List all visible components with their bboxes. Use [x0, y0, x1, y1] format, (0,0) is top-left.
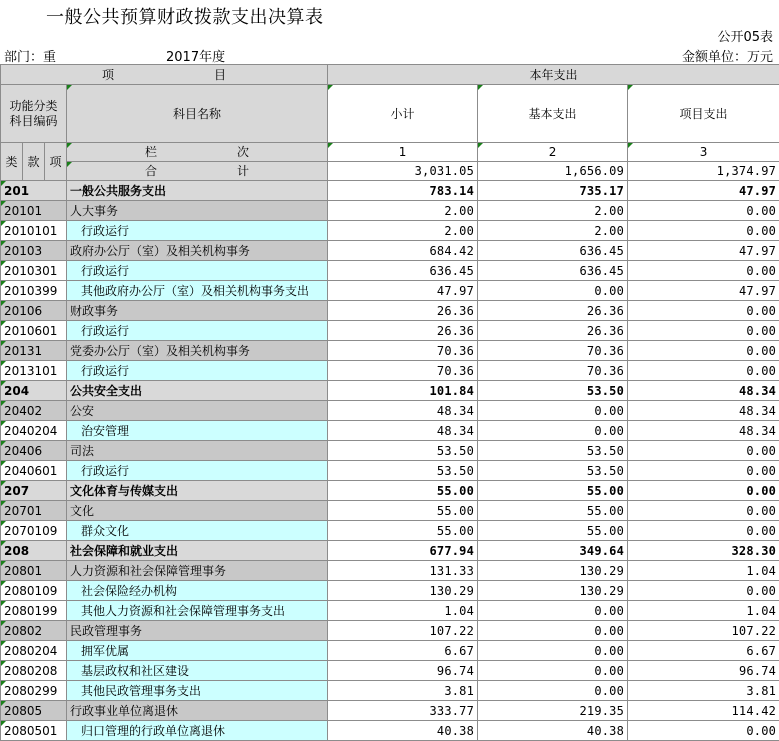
subject-name: 基层政权和社区建设 [67, 661, 328, 681]
subtotal-value: 130.29 [328, 581, 478, 601]
table-row [1, 421, 779, 441]
table-row [1, 361, 779, 381]
basic-value: 636.45 [478, 261, 628, 281]
subject-name: 行政运行 [67, 321, 328, 341]
subject-code: 20103 [1, 241, 67, 261]
table-row [1, 441, 779, 461]
basic-value: 0.00 [478, 601, 628, 621]
basic-value: 219.35 [478, 701, 628, 721]
table-row [1, 341, 779, 361]
basic-value: 53.50 [478, 441, 628, 461]
basic-value: 735.17 [478, 181, 628, 201]
ci-label: 次 [237, 145, 250, 159]
subject-name: 政府办公厅（室）及相关机构事务 [67, 241, 328, 261]
project-value: 96.74 [628, 661, 779, 681]
project-value: 0.00 [628, 721, 779, 741]
basic-value: 70.36 [478, 341, 628, 361]
project-value: 0.00 [628, 481, 779, 501]
column-2-index: 2 [478, 143, 628, 162]
function-code-header [1, 85, 67, 143]
subtotal-value: 26.36 [328, 301, 478, 321]
report-title: 一般公共预算财政拨款支出决算表 [46, 7, 324, 28]
table-row [1, 481, 779, 501]
project-value: 0.00 [628, 501, 779, 521]
form-number: 公开05表 [717, 30, 773, 45]
subject-code: 2010601 [1, 321, 67, 341]
subject-code: 2080208 [1, 661, 67, 681]
project-expense-header: 项目支出 [628, 85, 779, 143]
basic-value: 26.36 [478, 321, 628, 341]
department-label: 部门：重 [4, 50, 57, 65]
project-value: 0.00 [628, 441, 779, 461]
project-value: 3.81 [628, 681, 779, 701]
subject-code: 2040601 [1, 461, 67, 481]
ji-label: 计 [237, 164, 250, 178]
project-value: 6.67 [628, 641, 779, 661]
annual-expense-header: 本年支出 [328, 65, 779, 85]
subtotal-value: 48.34 [328, 401, 478, 421]
subject-name: 拥军优属 [67, 641, 328, 661]
table-row [1, 301, 779, 321]
table-row [1, 521, 779, 541]
xiang-header: 项 [45, 143, 67, 181]
subject-name: 行政事业单位离退休 [67, 701, 328, 721]
subtotal-value: 70.36 [328, 361, 478, 381]
subject-name: 其他人力资源和社会保障管理事务支出 [67, 601, 328, 621]
table-row [1, 221, 779, 241]
subject-name: 行政运行 [67, 461, 328, 481]
table-row [1, 381, 779, 401]
table-row [1, 661, 779, 681]
column-1-index: 1 [328, 143, 478, 162]
subtotal-value: 55.00 [328, 521, 478, 541]
basic-value: 26.36 [478, 301, 628, 321]
subject-name: 治安管理 [67, 421, 328, 441]
lei-header: 类 [1, 143, 23, 181]
subject-name: 人大事务 [67, 201, 328, 221]
total-basic: 1,656.09 [478, 162, 628, 181]
subtotal-header: 小计 [328, 85, 478, 143]
subtotal-value: 101.84 [328, 381, 478, 401]
subtotal-value: 6.67 [328, 641, 478, 661]
basic-expense-header: 基本支出 [478, 85, 628, 143]
basic-value: 0.00 [478, 661, 628, 681]
column-index-label [67, 143, 328, 162]
subject-name-header: 科目名称 [67, 85, 328, 143]
subtotal-value: 53.50 [328, 461, 478, 481]
basic-value: 636.45 [478, 241, 628, 261]
project-value: 48.34 [628, 421, 779, 441]
subject-code: 208 [1, 541, 67, 561]
item-header-a: 项 [102, 67, 115, 82]
table-row [1, 621, 779, 641]
subject-code: 2080204 [1, 641, 67, 661]
total-subtotal: 3,031.05 [328, 162, 478, 181]
basic-value: 0.00 [478, 621, 628, 641]
basic-value: 130.29 [478, 581, 628, 601]
project-value: 107.22 [628, 621, 779, 641]
expenditure-table [0, 64, 779, 741]
subtotal-value: 2.00 [328, 221, 478, 241]
subject-code: 2010399 [1, 281, 67, 301]
table-row [1, 681, 779, 701]
subject-name: 财政事务 [67, 301, 328, 321]
table-row [1, 241, 779, 261]
project-value: 47.97 [628, 281, 779, 301]
basic-value: 2.00 [478, 201, 628, 221]
table-row [1, 721, 779, 741]
subject-code: 207 [1, 481, 67, 501]
table-row [1, 601, 779, 621]
subtotal-value: 55.00 [328, 501, 478, 521]
subtotal-value: 48.34 [328, 421, 478, 441]
basic-value: 53.50 [478, 461, 628, 481]
basic-value: 0.00 [478, 681, 628, 701]
basic-value: 130.29 [478, 561, 628, 581]
table-row [1, 181, 779, 201]
subtotal-value: 26.36 [328, 321, 478, 341]
subject-code: 2070109 [1, 521, 67, 541]
project-value: 114.42 [628, 701, 779, 721]
subject-name: 群众文化 [67, 521, 328, 541]
subject-code: 20802 [1, 621, 67, 641]
basic-value: 55.00 [478, 501, 628, 521]
item-header-b: 目 [214, 67, 227, 82]
lan-label: 栏 [145, 145, 158, 159]
subject-name: 归口管理的行政单位离退休 [67, 721, 328, 741]
project-value: 0.00 [628, 261, 779, 281]
subtotal-value: 783.14 [328, 181, 478, 201]
project-value: 48.34 [628, 401, 779, 421]
project-value: 328.30 [628, 541, 779, 561]
basic-value: 53.50 [478, 381, 628, 401]
subject-name: 司法 [67, 441, 328, 461]
subject-name: 行政运行 [67, 221, 328, 241]
subtotal-value: 2.00 [328, 201, 478, 221]
subtotal-value: 47.97 [328, 281, 478, 301]
project-value: 48.34 [628, 381, 779, 401]
subject-code: 2080501 [1, 721, 67, 741]
subject-name: 人力资源和社会保障管理事务 [67, 561, 328, 581]
subject-name: 公共安全支出 [67, 381, 328, 401]
table-row [1, 541, 779, 561]
project-value: 47.97 [628, 241, 779, 261]
subject-name: 文化体育与传媒支出 [67, 481, 328, 501]
subject-code: 20805 [1, 701, 67, 721]
subject-name: 党委办公厅（室）及相关机构事务 [67, 341, 328, 361]
subtotal-value: 684.42 [328, 241, 478, 261]
subtotal-value: 131.33 [328, 561, 478, 581]
subtotal-value: 96.74 [328, 661, 478, 681]
table-row [1, 581, 779, 601]
basic-value: 40.38 [478, 721, 628, 741]
project-value: 0.00 [628, 321, 779, 341]
subtotal-value: 1.04 [328, 601, 478, 621]
basic-value: 0.00 [478, 421, 628, 441]
project-value: 0.00 [628, 221, 779, 241]
subtotal-value: 677.94 [328, 541, 478, 561]
table-row [1, 281, 779, 301]
basic-value: 0.00 [478, 641, 628, 661]
subject-name: 一般公共服务支出 [67, 181, 328, 201]
project-value: 0.00 [628, 361, 779, 381]
subject-code: 20801 [1, 561, 67, 581]
project-value: 0.00 [628, 581, 779, 601]
subject-name: 其他民政管理事务支出 [67, 681, 328, 701]
subject-code: 20106 [1, 301, 67, 321]
subtotal-value: 70.36 [328, 341, 478, 361]
project-value: 1.04 [628, 601, 779, 621]
subject-name: 其他政府办公厅（室）及相关机构事务支出 [67, 281, 328, 301]
subject-code: 20131 [1, 341, 67, 361]
table-row [1, 401, 779, 421]
subtotal-value: 636.45 [328, 261, 478, 281]
project-value: 47.97 [628, 181, 779, 201]
basic-value: 0.00 [478, 401, 628, 421]
subject-name: 公安 [67, 401, 328, 421]
table-row [1, 701, 779, 721]
subject-name: 行政运行 [67, 361, 328, 381]
subtotal-value: 55.00 [328, 481, 478, 501]
subject-code: 20701 [1, 501, 67, 521]
subject-name: 行政运行 [67, 261, 328, 281]
subtotal-value: 333.77 [328, 701, 478, 721]
project-value: 0.00 [628, 301, 779, 321]
table-row [1, 261, 779, 281]
subject-code: 20402 [1, 401, 67, 421]
subject-code: 2080199 [1, 601, 67, 621]
subject-code: 204 [1, 381, 67, 401]
table-row [1, 461, 779, 481]
subject-name: 民政管理事务 [67, 621, 328, 641]
project-value: 0.00 [628, 201, 779, 221]
subject-code: 2080109 [1, 581, 67, 601]
project-value: 0.00 [628, 521, 779, 541]
fiscal-year: 2017年度 [166, 50, 226, 65]
basic-value: 349.64 [478, 541, 628, 561]
table-row [1, 501, 779, 521]
subject-name: 文化 [67, 501, 328, 521]
table-row [1, 561, 779, 581]
subject-code: 20406 [1, 441, 67, 461]
basic-value: 55.00 [478, 481, 628, 501]
subject-code: 2010101 [1, 221, 67, 241]
table-row [1, 321, 779, 341]
basic-value: 0.00 [478, 281, 628, 301]
subtotal-value: 107.22 [328, 621, 478, 641]
total-project: 1,374.97 [628, 162, 779, 181]
subject-name: 社会保险经办机构 [67, 581, 328, 601]
subject-name: 社会保障和就业支出 [67, 541, 328, 561]
amount-unit: 金额单位：万元 [681, 50, 773, 65]
basic-value: 70.36 [478, 361, 628, 381]
column-3-index: 3 [628, 143, 779, 162]
table-row [1, 641, 779, 661]
subject-code: 2080299 [1, 681, 67, 701]
project-value: 0.00 [628, 461, 779, 481]
function-code-label: 功能分类科目编码 [9, 98, 58, 128]
total-label [67, 162, 328, 181]
subject-code: 2010301 [1, 261, 67, 281]
item-header [1, 65, 328, 85]
kuan-header: 款 [23, 143, 45, 181]
subject-code: 2040204 [1, 421, 67, 441]
subtotal-value: 40.38 [328, 721, 478, 741]
subject-code: 201 [1, 181, 67, 201]
subject-code: 2013101 [1, 361, 67, 381]
basic-value: 2.00 [478, 221, 628, 241]
project-value: 1.04 [628, 561, 779, 581]
project-value: 0.00 [628, 341, 779, 361]
subtotal-value: 3.81 [328, 681, 478, 701]
subtotal-value: 53.50 [328, 441, 478, 461]
subject-code: 20101 [1, 201, 67, 221]
table-row [1, 201, 779, 221]
basic-value: 55.00 [478, 521, 628, 541]
he-label: 合 [145, 164, 158, 178]
